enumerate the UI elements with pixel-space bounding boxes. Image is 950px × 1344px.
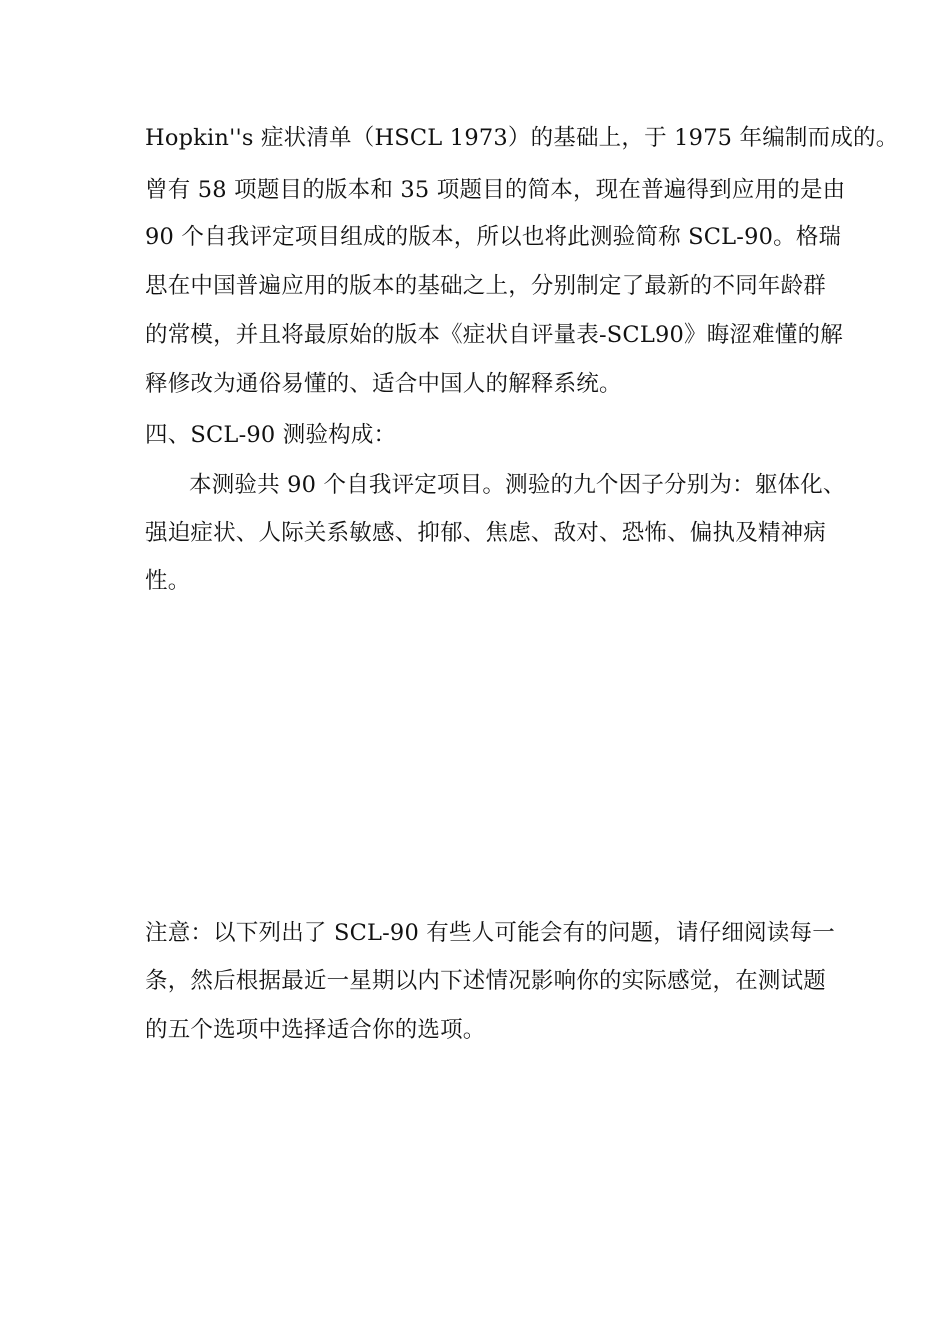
text-line: 曾有 58 项题目的版本和 35 项题目的简本，现在普遍得到应用的是由 (145, 177, 846, 203)
text-line: 90 个自我评定项目组成的版本，所以也将此测验简称 SCL-90。格瑞 (145, 224, 842, 250)
text-line: 性。 (145, 568, 191, 594)
text-line: 的五个选项中选择适合你的选项。 (145, 1017, 486, 1043)
text-line: 注意：以下列出了 SCL-90 有些人可能会有的问题，请仔细阅读每一 (145, 920, 835, 946)
text-line: 的常模，并且将最原始的版本《症状自评量表-SCL90》晦涩难懂的解 (145, 322, 843, 348)
section-heading: 四、SCL-90 测验构成： (145, 422, 397, 448)
text-line: 条，然后根据最近一星期以内下述情况影响你的实际感觉，在测试题 (145, 968, 827, 994)
text-line: 释修改为通俗易懂的、适合中国人的解释系统。 (145, 371, 622, 397)
text-line: 强迫症状、人际关系敏感、抑郁、焦虑、敌对、恐怖、偏执及精神病 (145, 520, 827, 546)
text-line: 本测验共 90 个自我评定项目。测验的九个因子分别为：躯体化、 (189, 472, 846, 498)
text-line: Hopkin''s 症状清单（HSCL 1973）的基础上，于 1975 年编制而成的。 (145, 125, 899, 151)
text-line: 思在中国普遍应用的版本的基础之上，分别制定了最新的不同年龄群 (145, 273, 827, 299)
